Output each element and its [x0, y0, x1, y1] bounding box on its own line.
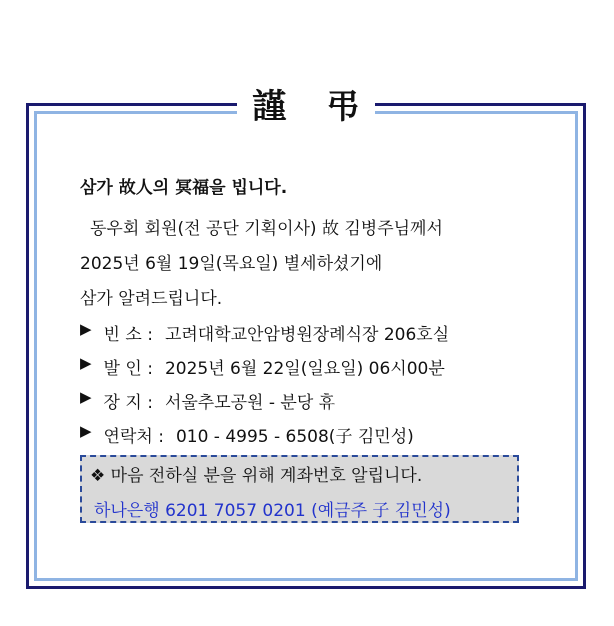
account-notice-box [80, 455, 519, 523]
detail-row-contact [80, 422, 414, 447]
triangle-icon: ▶ [80, 388, 92, 406]
notice-heading: ❖ 마음 전하실 분을 위해 계좌번호 알립니다. [90, 466, 423, 486]
triangle-icon: ▶ [80, 422, 92, 440]
detail-label: 발 인 : [103, 359, 153, 379]
detail-row-burial [80, 388, 335, 413]
title-box [237, 78, 375, 128]
detail-label: 장 지 : [103, 393, 153, 413]
triangle-icon: ▶ [80, 320, 92, 338]
detail-value: 010 - 4995 - 6508(子 김민성) [175, 427, 414, 447]
bank-account: 하나은행 6201 7057 0201 (예금주 子 김민성) [94, 501, 451, 521]
detail-row-funeral [80, 354, 445, 379]
detail-label: 연락처 : [103, 427, 164, 447]
body-line-1: 동우회 회원(전 공단 기획이사) 故 김병주님께서 [90, 219, 443, 239]
triangle-icon: ▶ [80, 354, 92, 372]
body-line-3: 삼가 알려드립니다. [80, 289, 223, 309]
detail-value: 2025년 6월 22일(일요일) 06시00분 [164, 359, 445, 379]
detail-value: 고려대학교안암병원장례식장 206호실 [164, 325, 450, 345]
body-line-2: 2025년 6월 19일(목요일) 별세하셨기에 [80, 254, 383, 274]
page-title: 謹 弔 [252, 86, 374, 127]
detail-row-venue [80, 320, 449, 345]
detail-value: 서울추모공원 - 분당 휴 [164, 393, 336, 413]
detail-label: 빈 소 : [103, 325, 153, 345]
condolence-intro: 삼가 故人의 冥福을 빕니다. [80, 178, 288, 198]
